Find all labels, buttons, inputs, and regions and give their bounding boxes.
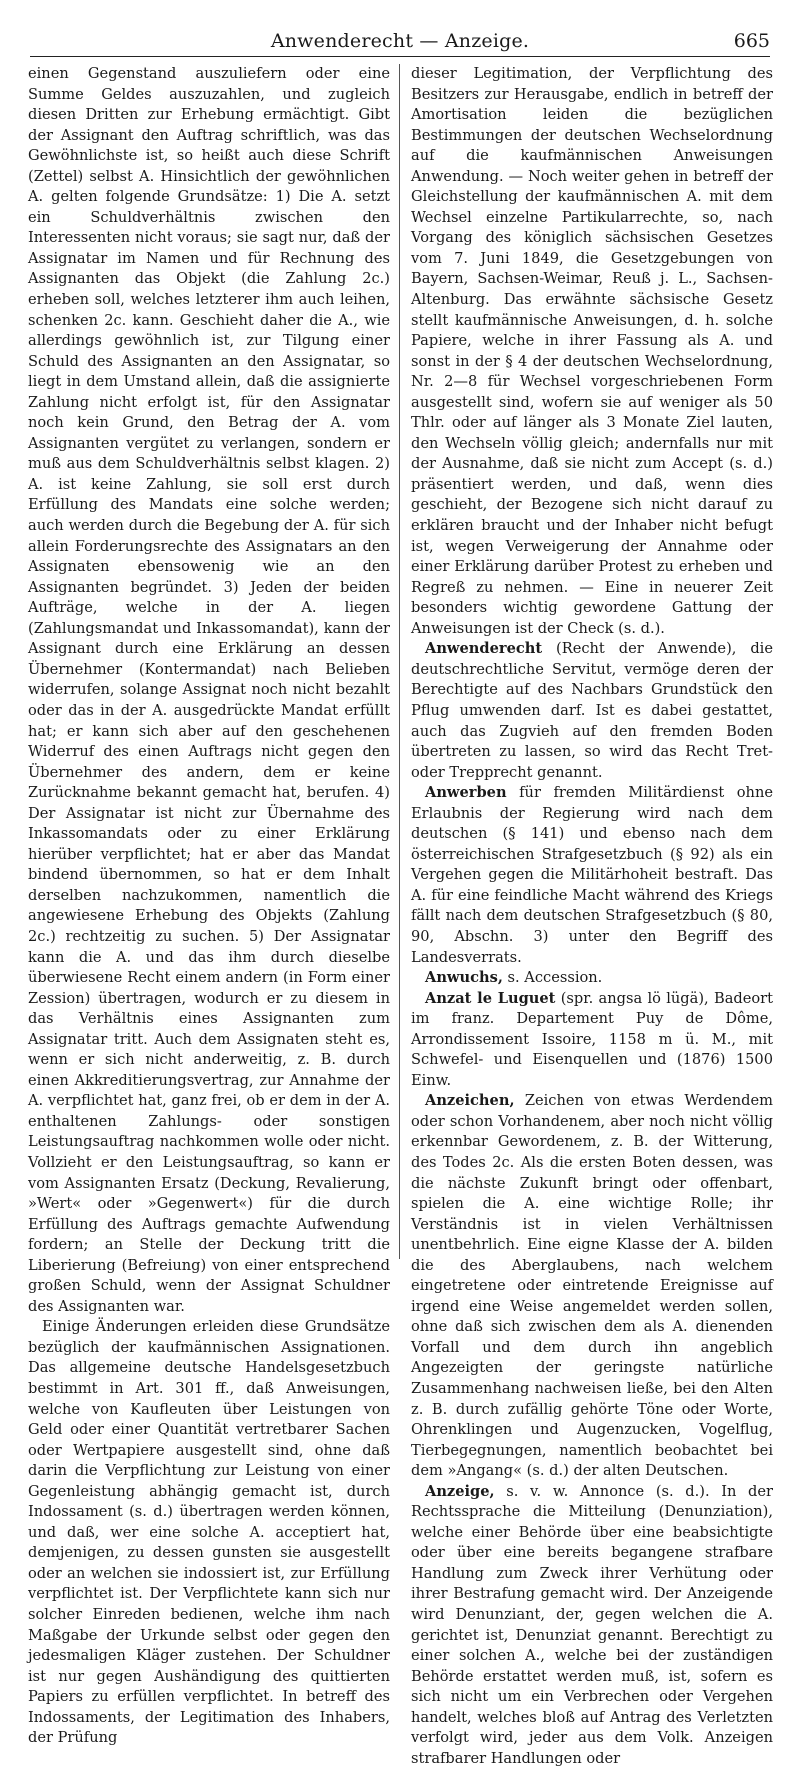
column-divider [399,64,400,1259]
left-column [28,64,390,1747]
paragraph-assignation-rules: einen Gegenstand auszuliefern oder eine Summe Geldes auszuzahlen, und zugleich diesen Dritten zur Erhebung ermächtigt. Gibt der Assignant den Auftrag schriftlich, was das Gewöhnlichste ist, so heißt auch diese Schrift (Zettel) selbst A. Hinsichtlich der gewöhnlichen A. gelten folgende Grundsätze: 1) Die A. setzt ein Schuldverhältnis zwischen den Interessenten nicht voraus; sie sagt nur, daß der Assignatar im Namen und für Rechnung des Assignanten das Objekt (die Zahlung 2c.) erheben soll, welches letzterer ihm auch leihen, schenken 2c. kann. Geschieht daher die A., wie allerdings gewöhnlich ist, zur Tilgung einer Schuld des Assignanten an den Assignatar, so liegt in dem Umstand allein, daß die assignierte Zahlung nicht erfolgt ist, für den Assignatar noch kein Grund, den Betrag der A. vom Assignanten vergütet zu verlangen, sondern er muß aus dem Schuldverhältnis selbst klagen. 2) A. ist keine Zahlung, sie soll erst durch Erfüllung des Mandats eine solche werden; auch werden durch die Begebung der A. für sich allein Forderungsrechte des Assignatars an den Assignaten ebensowenig wie an den Assignanten begründet. 3) Jeden der beiden Aufträge, welche in der A. liegen (Zahlungsmandat und Inkassomandat), kann der Assignant durch eine Erklärung an dessen Übernehmer (Kontermandat) nach Belieben widerrufen, solange Assignat noch nicht bezahlt oder das in der A. ausgedrückte Mandat erfüllt hat; er kann sich aber auf den geschehenen Widerruf des einen Auftrags nicht gegen den Übernehmer des andern, dem er keine Zurücknahme bekannt gemacht hat, berufen. 4) Der Assignatar ist nicht zur Übernahme des Inkassomandats oder zu einer Erklärung hierüber verpflichtet; hat er aber das Mandat bindend übernommen, so hat er dem Inhalt derselben nachzukommen, namentlich die angewiesene Erhebung des Objekts (Zahlung 2c.) rechtzeitig zu suchen. 5) Der Assignatar kann die A. und das ihm durch dieselbe überwiesene Recht einem andern (in Form einer Zession) übertragen, wodurch er zu diesem in das Verhältnis eines Assignanten zum Assignatar tritt. Auch dem Assignaten steht es, wenn er sich nicht anderweitig, z. B. durch einen Akkreditierungsvertrag, zur Annahme der A. verpflichtet hat, ganz frei, ob er dem in der A. enthaltenen Zahlungs- oder sonstigen Leistungsauftrag nachkommen wolle oder nicht. Vollzieht er den Leistungsauftrag, so kann er vom Assignanten Ersatz (Deckung, Revalierung, »Wert« oder »Gegenwert«) für die durch Erfüllung des Auftrags gemachte Aufwendung fordern; an Stelle der Deckung tritt die Liberierung (Befreiung) von einer entsprechend großen Schuld, wenn der Assignat Schuldner des Assignanten war. [28,65,390,1315]
running-title: Anwenderecht — Anzeige. [270,30,530,52]
entry-anwenderecht [411,639,773,783]
entry-headword: Anzeichen, [425,1092,515,1110]
paragraph-commercial-assignations: Einige Änderungen erleiden diese Grundsätze bezüglich der kaufmännischen Assignationen. Das allgemeine deutsche Handelsgesetzbuch bestimmt in Art. 301 ff., daß Anweisungen, welche von Kaufleuten über Leistungen von Geld oder einer Quantität vertretbarer Sachen oder Wertpapiere ausgestellt sind, ohne daß darin die Verpflichtung zur Leistung von einer Gegenleistung abhängig gemacht ist, durch Indossament (s. d.) übertragen werden können, und daß, wer eine solche A. acceptiert hat, demjenigen, zu dessen gunsten sie ausgestellt oder an welchen sie indossiert ist, zur Erfüllung verpflichtet ist. Der Verpflichtete kann sich nur solcher Einreden bedienen, welche ihm nach Maßgabe der Urkunde selbst oder gegen den jedesmaligen Kläger zustehen. Der Schuldner ist nur gegen Aushändigung des quittierten Papiers zu erfüllen verpflichtet. In betreff des Indossaments, der Legitimation des Inhabers, der Prüfung [28,1318,390,1747]
entry-anwuchs [411,968,773,989]
entry-text: Zeichen von etwas Werdendem oder schon Vorhandenem, aber noch nicht völlig erkennbar Gewordenem, z. B. der Witterung, des Todes 2c. Als die ersten Boten dessen, was die nächste Zukunft bringt oder offenbart, spielen die A. eine wichtige Rolle; ihr Verständnis ist in vielen Verhältnissen unentbehrlich. Eine eigne Klasse der A. bilden die des Aberglaubens, nach welchem eingetretene oder eintretende Ereignisse auf irgend eine Weise angemeldet werden sollen, ohne daß sich zwischen dem als A. dienenden Vorfall und dem durch ihn angeblich Angezeigten der geringste natürliche Zusammenhang nachweisen ließe, bei den Alten z. B. durch zufällig gehörte Töne oder Worte, Ohrenklingen und Augenzucken, Vogelflug, Tierbegegnungen, namentlich beobachtet bei dem »Angang« (s. d.) der alten Deutschen. [411,1092,773,1480]
entry-headword: Anwuchs, [425,969,503,987]
entry-text: (spr. angsa lö lügä), Badeort im franz. Departement Puy de Dôme, Arrondissement Issoire, 1158 m ü. M., mit Schwefel- und Eisenquellen und (1876) 1500 Einw. [411,989,773,1089]
entry-text: s. v. w. Annonce (s. d.). In der Rechtssprache die Mitteilung (Denunziation), welche einer Behörde über eine beabsichtigte oder über eine bereits begangene strafbare Handlung zum Zweck ihrer Verhütung oder ihrer Bestrafung gemacht wird. Der Anzeigende wird Denunziant, der, gegen welchen die A. gerichtet ist, Denunziat genannt. Berechtigt zu einer solchen A., welche bei der zuständigen Behörde erstattet werden muß, ist, sofern es sich nicht um ein Verbrechen oder Vergehen handelt, welches bloß auf Antrag des Verletzten verfolgt wird, jeder aus dem Volk. Anzeigen strafbarer Handlungen oder [411,1482,773,1767]
page-number: 665 [733,30,770,52]
right-column [411,64,773,1767]
entry-text: (Recht der Anwende), die deutschrechtliche Servitut, vermöge deren der Berechtigte auf des Nachbars Grundstück den Pflug umwenden darf. Ist es dabei gestattet, auch das Zugvieh auf den fremden Boden übertreten zu lassen, so wird das Recht Tret- oder Trepprecht genannt. [411,640,773,781]
entry-anzat-le-luguet [411,989,773,1092]
entry-anzeichen [411,1091,773,1481]
paragraph-assignation-continued: dieser Legitimation, der Verpflichtung des Besitzers zur Herausgabe, endlich in betreff der Amortisation leiden die bezüglichen Bestimmungen der deutschen Wechselordnung auf die kaufmännischen Anweisungen Anwendung. — Noch weiter gehen in betreff der Gleichstellung der kaufmännischen A. mit dem Wechsel einzelne Partikularrechte, so, nach Vorgang des königlich sächsischen Gesetzes vom 7. Juni 1849, die Gesetzgebungen von Bayern, Sachsen-Weimar, Reuß j. L., Sachsen-Altenburg. Das erwähnte sächsische Gesetz stellt kaufmännische Anweisungen, d. h. solche Papiere, welche in ihrer Fassung als A. und sonst in der § 4 der deutschen Wechselordnung, Nr. 2—8 für Wechsel vorgeschriebenen Form ausgestellt sind, wofern sie auf weniger als 50 Thlr. oder auf länger als 3 Monate Ziel lauten, den Wechseln völlig gleich; andernfalls nur mit der Ausnahme, daß sie nicht zum Accept (s. d.) präsentiert werden, und daß, wenn dies geschieht, der Bezogene sich nicht darauf zu erklären braucht und der Inhaber nicht befugt ist, wegen Verweigerung der Annahme oder einer Erklärung darüber Protest zu erheben und Regreß zu nehmen. — Eine in neuerer Zeit besonders wichtig gewordene Gattung der Anweisungen ist der Check (s. d.). [411,65,773,637]
entry-headword: Anwerben [425,784,507,802]
page-header [30,22,770,57]
entry-headword: Anwenderecht [425,640,543,658]
entry-text: s. Accession. [502,969,603,987]
entry-headword: Anzeige, [425,1482,495,1500]
entry-anwerben [411,783,773,968]
entry-anzeige [411,1482,773,1769]
entry-headword: Anzat le Luguet [425,989,556,1007]
entry-text: für fremden Militärdienst ohne Erlaubnis der Regierung wird nach dem deutschen (§ 141) und ebenso nach dem österreichischen Strafgesetzbuch (§ 92) als ein Vergehen gegen die Militärhoheit bestraft. Das A. für eine feindliche Macht während des Kriegs fällt nach dem deutschen Strafgesetzbuch (§ 80, 90, Abschn. 3) unter den Begriff des Landesverrats. [411,784,773,966]
